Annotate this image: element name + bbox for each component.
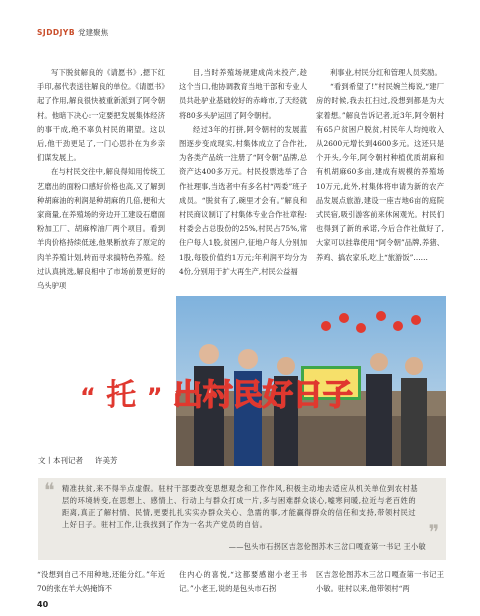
quote-source: ——包头市石拐区吉忽伦图苏木三岔口嘎查第一书记 王小敏 [228, 542, 426, 551]
title-open-quote: “ [80, 383, 96, 411]
byline-name: 许美芳 [95, 456, 118, 465]
paragraph: “看到希望了!”村民婉兰梅说,“建厂房的时候,我去扛扫过,没想到都是为大家着想。”解良告诉记者,近3年,阿令朝村有65户贫困户脱贫,村民年人均纯收入从2600元增长到4600多元。这还只是个开头,今年,阿令朝村种植优质胡麻和有机胡麻60多亩,建成有规模的养殖场10万元,此外,村集体将申请为新的农产品发展点旅游,建设一座吉地6亩的庭院式民宿,吸引游客前来休闲观光。村民们也得到了新的承诺,今后合作社做好了,大家可以挂靠使用“阿令朝”品牌,养猪、养鸡、搞农家乐,吃上“旅游饭”…… [316, 82, 444, 262]
magazine-brand: SJDDJYB [37, 28, 76, 37]
page-number: 40 [37, 600, 49, 609]
title-part-1: 托 [106, 378, 137, 413]
title-part-2: 出村民好日子 [172, 378, 353, 413]
article-title [80, 370, 353, 414]
bottom-column-3: 区吉忽伦图苏木三岔口嘎查第一书记王小敏。驻村以来,他带领村“两 [316, 570, 444, 594]
paragraph: 在与村民交往中,解良得知用传统工艺磨出的面粉口感好价格也高,又了解到种胡麻油的利润是种胡麻的几倍,便和大家商量,在养殖场的旁边开工建设石磨面粉加工厂、胡麻榨油厂两个项目。看到羊肉价格持续低迷,他果断放弃了原定的肉羊养殖计划,转而寻求搞特色养殖。经过认真挑选,解良相中了市场前景更好的乌头驴项 [37, 167, 165, 291]
bottom-column-1: “没想到自己不用种地,还能分红。”年近70的张在羊大妈掩饰不 [37, 570, 165, 594]
quote-text: 精准扶贫,来不得半点虚假。驻村干部要改变思想观念和工作作风,积极主动地去适应从机关单位到农村基层的环境转变,在思想上、感情上、行动上与群众打成一片,多与困难群众谈心,嘘寒问暖,拉近与老百姓的距离,真正了解村情、民情,更要扎扎实实办群众关心、急需的事,才能赢得群众的信任和支持,带领村民过上好日子。驻村工作,让我找到了作为一名共产党员的自信。 [62, 484, 419, 529]
quote-close-icon: ❞ [428, 520, 440, 544]
bottom-column-2: 住内心的喜悦,“这都要感谢小老王书记。”小老王,说的是包头市石拐 [179, 570, 307, 594]
paragraph: 经过3年的打拼,阿令朝村的发展蓝图逐步变成现实,村集体成立了合作社,为各类产品统一注册了“阿令朝”品牌,总资产达400多万元。村民投票选举了合作社理事,当选者中有多名村“两委”班子成员。“脱贫有了,碗里才会有。”解良和村民商议制订了村集体专业合作社章程:村委会占总股份的25%,村民占75%,常住户每人1股,贫困户,征地户每人分别加1股,每股价值约1万元;年利润平均分为4份,分别用于扩大再生产,村民公益福 [179, 124, 307, 276]
pull-quote [38, 478, 446, 560]
article-column-1 [37, 66, 165, 293]
quote-open-icon: ❝ [44, 478, 56, 502]
section-name: 党建聚焦 [78, 28, 109, 37]
paragraph: 利事业,村民分红和管理人员奖励。 [330, 68, 442, 77]
paragraph: 目,当时养殖场规建成尚未投产,趁这个当口,他协调教育当地干部和专业人员共赴驴业基础较好的赤峰市,了天经就将80多头驴运回了阿令朝村。 [179, 68, 307, 120]
paragraph: 写下脱贫解良的《请愿书》,摁下红手印,郝代表送往解良的单位。《请愿书》起了作用,解良很快被重新派到了阿令朝村。他暗下决心:一定要把发展集体经济的事干成,绝不辜负村民的期望。这以后,他干劲更足了,一门心思扑在为乡亲们谋发展上。 [37, 68, 165, 163]
article-column-2 [179, 66, 307, 279]
byline-role: 文丨本刊记者 [38, 456, 83, 465]
title-close-quote: ” [146, 383, 163, 411]
byline [38, 455, 118, 466]
page-header [37, 27, 108, 38]
article-column-3 [316, 66, 444, 265]
